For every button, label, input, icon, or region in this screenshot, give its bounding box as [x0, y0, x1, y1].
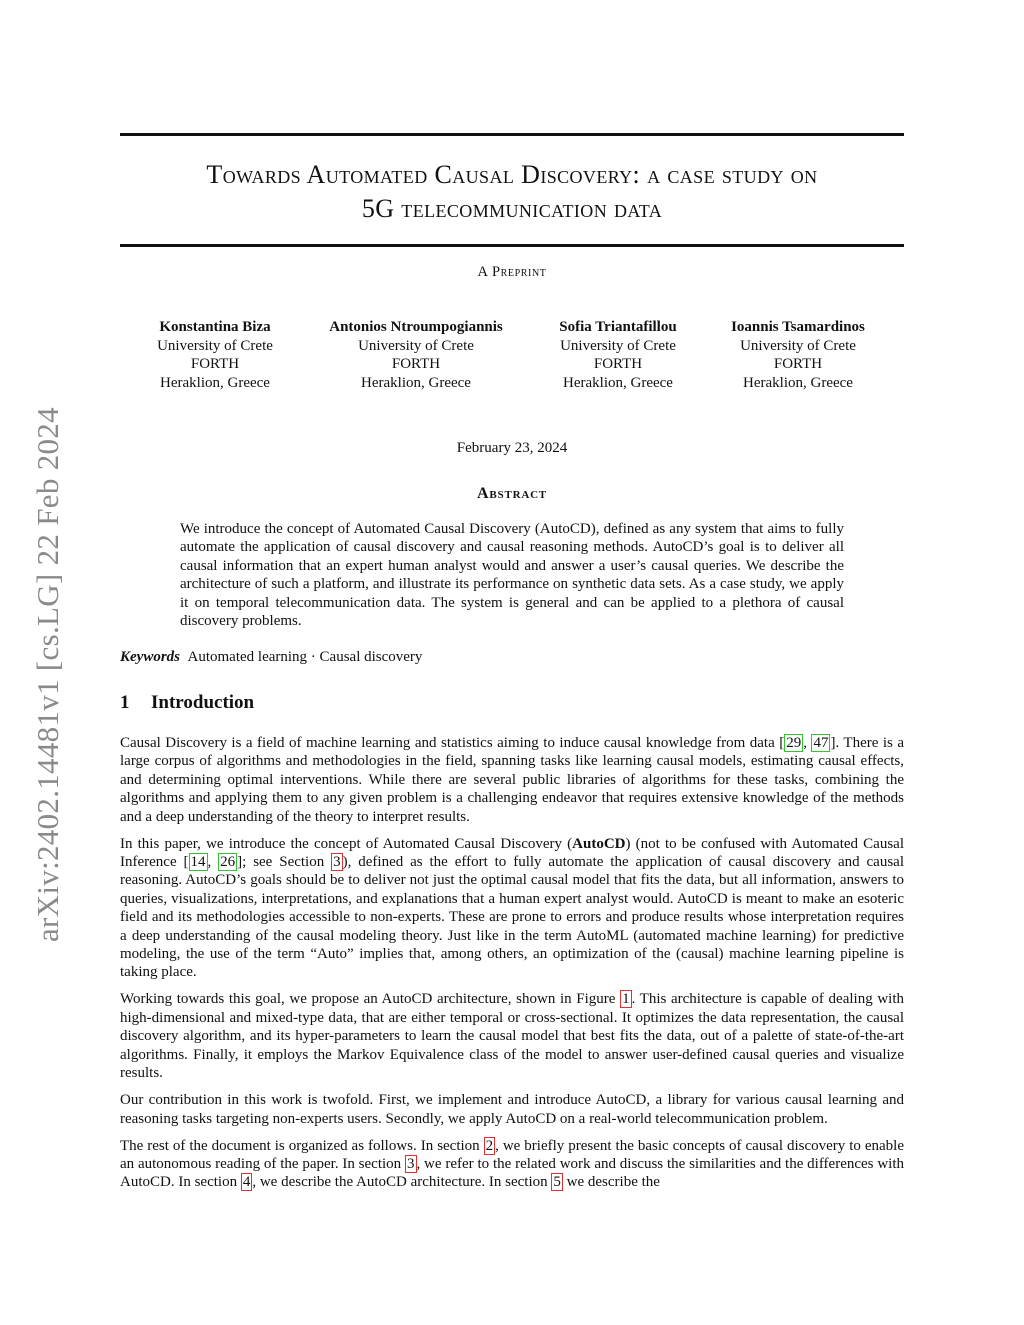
author-name: Sofia Triantafillou [559, 319, 677, 335]
keywords-label: Keywords [120, 649, 180, 665]
text-run: In this paper, we introduce the concept of Automated Causal Discovery ( [120, 835, 573, 852]
author-location: Heraklion, Greece [563, 374, 673, 391]
citation-link[interactable]: 14 [190, 854, 206, 871]
author-location: Heraklion, Greece [743, 374, 853, 391]
section-ref-link[interactable]: 2 [485, 1137, 494, 1154]
author-affiliation: University of Crete [740, 337, 856, 354]
title-line-1: Towards Automated Causal Discovery: a case study on [206, 160, 818, 189]
text-run: ]; see Section [237, 854, 332, 871]
body-text [120, 734, 904, 1200]
author-block [138, 318, 292, 392]
author-institute: FORTH [391, 356, 441, 372]
author-name: Ioannis Tsamardinos [731, 319, 865, 335]
text-run: , [207, 854, 219, 871]
publication-date: February 23, 2024 [456, 440, 568, 456]
paragraph [120, 990, 904, 1082]
section-title: Introduction [151, 692, 255, 713]
author-block [711, 318, 885, 392]
section-heading [120, 692, 254, 714]
text-run: , [803, 735, 812, 751]
author-name: Konstantina Biza [159, 319, 271, 335]
arxiv-side-label: arXiv:2402.14481v1 [cs.LG] 22 Feb 2024 [30, 407, 65, 942]
preprint-label: A Preprint [477, 264, 547, 280]
title-line-2: 5G telecommunication data [361, 194, 663, 223]
text-run: ]. There is a large corpus of algorithms and methodologies in the field, spanning tasks like learning causal models, estimating causal effects, and determining optimal interventions. While there are several public libraries of algorithms for these tasks, combining the algorithms and applying them to any given problem is a challenging endeavor that requires extensive knowledge of the methods and a deep understanding of the theory to interpret results. [120, 735, 904, 825]
text-run: Causal Discovery is a field of machine learning and statistics aiming to induce causal knowledge from data [ [120, 735, 785, 751]
paragraph [120, 835, 904, 982]
author-block [538, 318, 698, 392]
author-location: Heraklion, Greece [361, 374, 471, 391]
paper-title [120, 158, 904, 226]
section-ref-link[interactable]: 3 [407, 1155, 415, 1172]
citation-link[interactable]: 26 [220, 854, 236, 871]
author-block [313, 318, 519, 392]
author-name: Antonios Ntroumpogiannis [329, 319, 503, 335]
author-affiliation: University of Crete [157, 337, 273, 354]
text-run: ), defined as the effort to fully automate the application of causal discovery and causal reasoning. AutoCD’s goals should be to deliver not just the optimal causal model that fits the data, but all information, answers to queries, visualizations, interpretations, and explanations that a human expert analyst would. AutoCD is meant to make an esoteric field and its methodologies accessible to non-experts. These are prone to errors and produce results whose interpretation requires a deep understanding of the causal modeling theory. Just like in the term AutoML (automated machine learning) for predictive modeling, the use of the term “Auto” implies that, among others, an optimization of the (causal) machine learning pipeline is taking place. [120, 854, 904, 981]
section-ref-link[interactable]: 5 [553, 1174, 561, 1191]
title-top-rule [120, 133, 904, 136]
author-institute: FORTH [773, 356, 823, 372]
text-run: , we describe the AutoCD architecture. In section [252, 1174, 552, 1191]
text-run: . This architecture is capable of dealing with high-dimensional and mixed-type data, that are either temporal or cross-sectional. It optimizes the data representation, the causal discovery algorithm, and its hyper-parameters to learn the causal model that best fits the data, out of a palette of state-of-the-art algorithms. Finally, it employs the Markov Equivalence class of the model to answer user-defined causal queries and visualize results. [120, 991, 904, 1082]
title-bottom-rule [120, 244, 904, 247]
author-location: Heraklion, Greece [160, 374, 270, 391]
keywords-line [120, 649, 422, 666]
author-affiliation: University of Crete [560, 337, 676, 354]
abstract-heading: Abstract [477, 485, 547, 502]
bold-term: AutoCD [572, 835, 626, 852]
section-number: 1 [120, 692, 130, 713]
author-institute: FORTH [593, 356, 643, 372]
text-run: Working towards this goal, we propose an AutoCD architecture, shown in Figure [120, 991, 621, 1008]
text-run: ) (not to be confused with Automated Causal Inference [ [120, 835, 905, 871]
text-run: , we refer to the related work and discuss the similarities and the differences with AutoCD. In section [120, 1155, 904, 1191]
figure-ref-link[interactable]: 1 [622, 991, 630, 1008]
author-institute: FORTH [190, 356, 240, 372]
text-run: , we briefly present the basic concepts of causal discovery to enable an autonomous reading of the paper. In section [120, 1137, 904, 1172]
keywords-list: Automated learning · Causal discovery [187, 649, 423, 665]
paragraph [120, 1137, 904, 1192]
section-ref-link[interactable]: 4 [242, 1174, 251, 1191]
author-affiliation: University of Crete [358, 337, 474, 354]
section-ref-link[interactable]: 3 [333, 854, 341, 871]
abstract-text: We introduce the concept of Automated Causal Discovery (AutoCD), defined as any system that aims to fully automate the application of causal discovery and causal reasoning methods. AutoCD’s goal is to deliver all causal information that an expert human analyst would and answer a user’s causal queries. We describe the architecture of such a platform, and illustrate its performance on synthetic data sets. As a case study, we apply it on temporal telecommunication data. The system is general and can be applied to a plethora of causal discovery problems. [180, 521, 844, 630]
text-run: The rest of the document is organized as follows. In section [120, 1137, 484, 1154]
citation-link[interactable]: 29 [786, 735, 802, 751]
text-run: we describe the [562, 1174, 660, 1191]
citation-link[interactable]: 47 [813, 735, 829, 751]
paragraph [120, 734, 904, 826]
paragraph: Our contribution in this work is twofold. First, we implement and introduce AutoCD, a library for various causal learning and reasoning tasks targeting non-experts users. Secondly, we apply AutoCD on a real-world telecommunication problem. [120, 1092, 904, 1127]
